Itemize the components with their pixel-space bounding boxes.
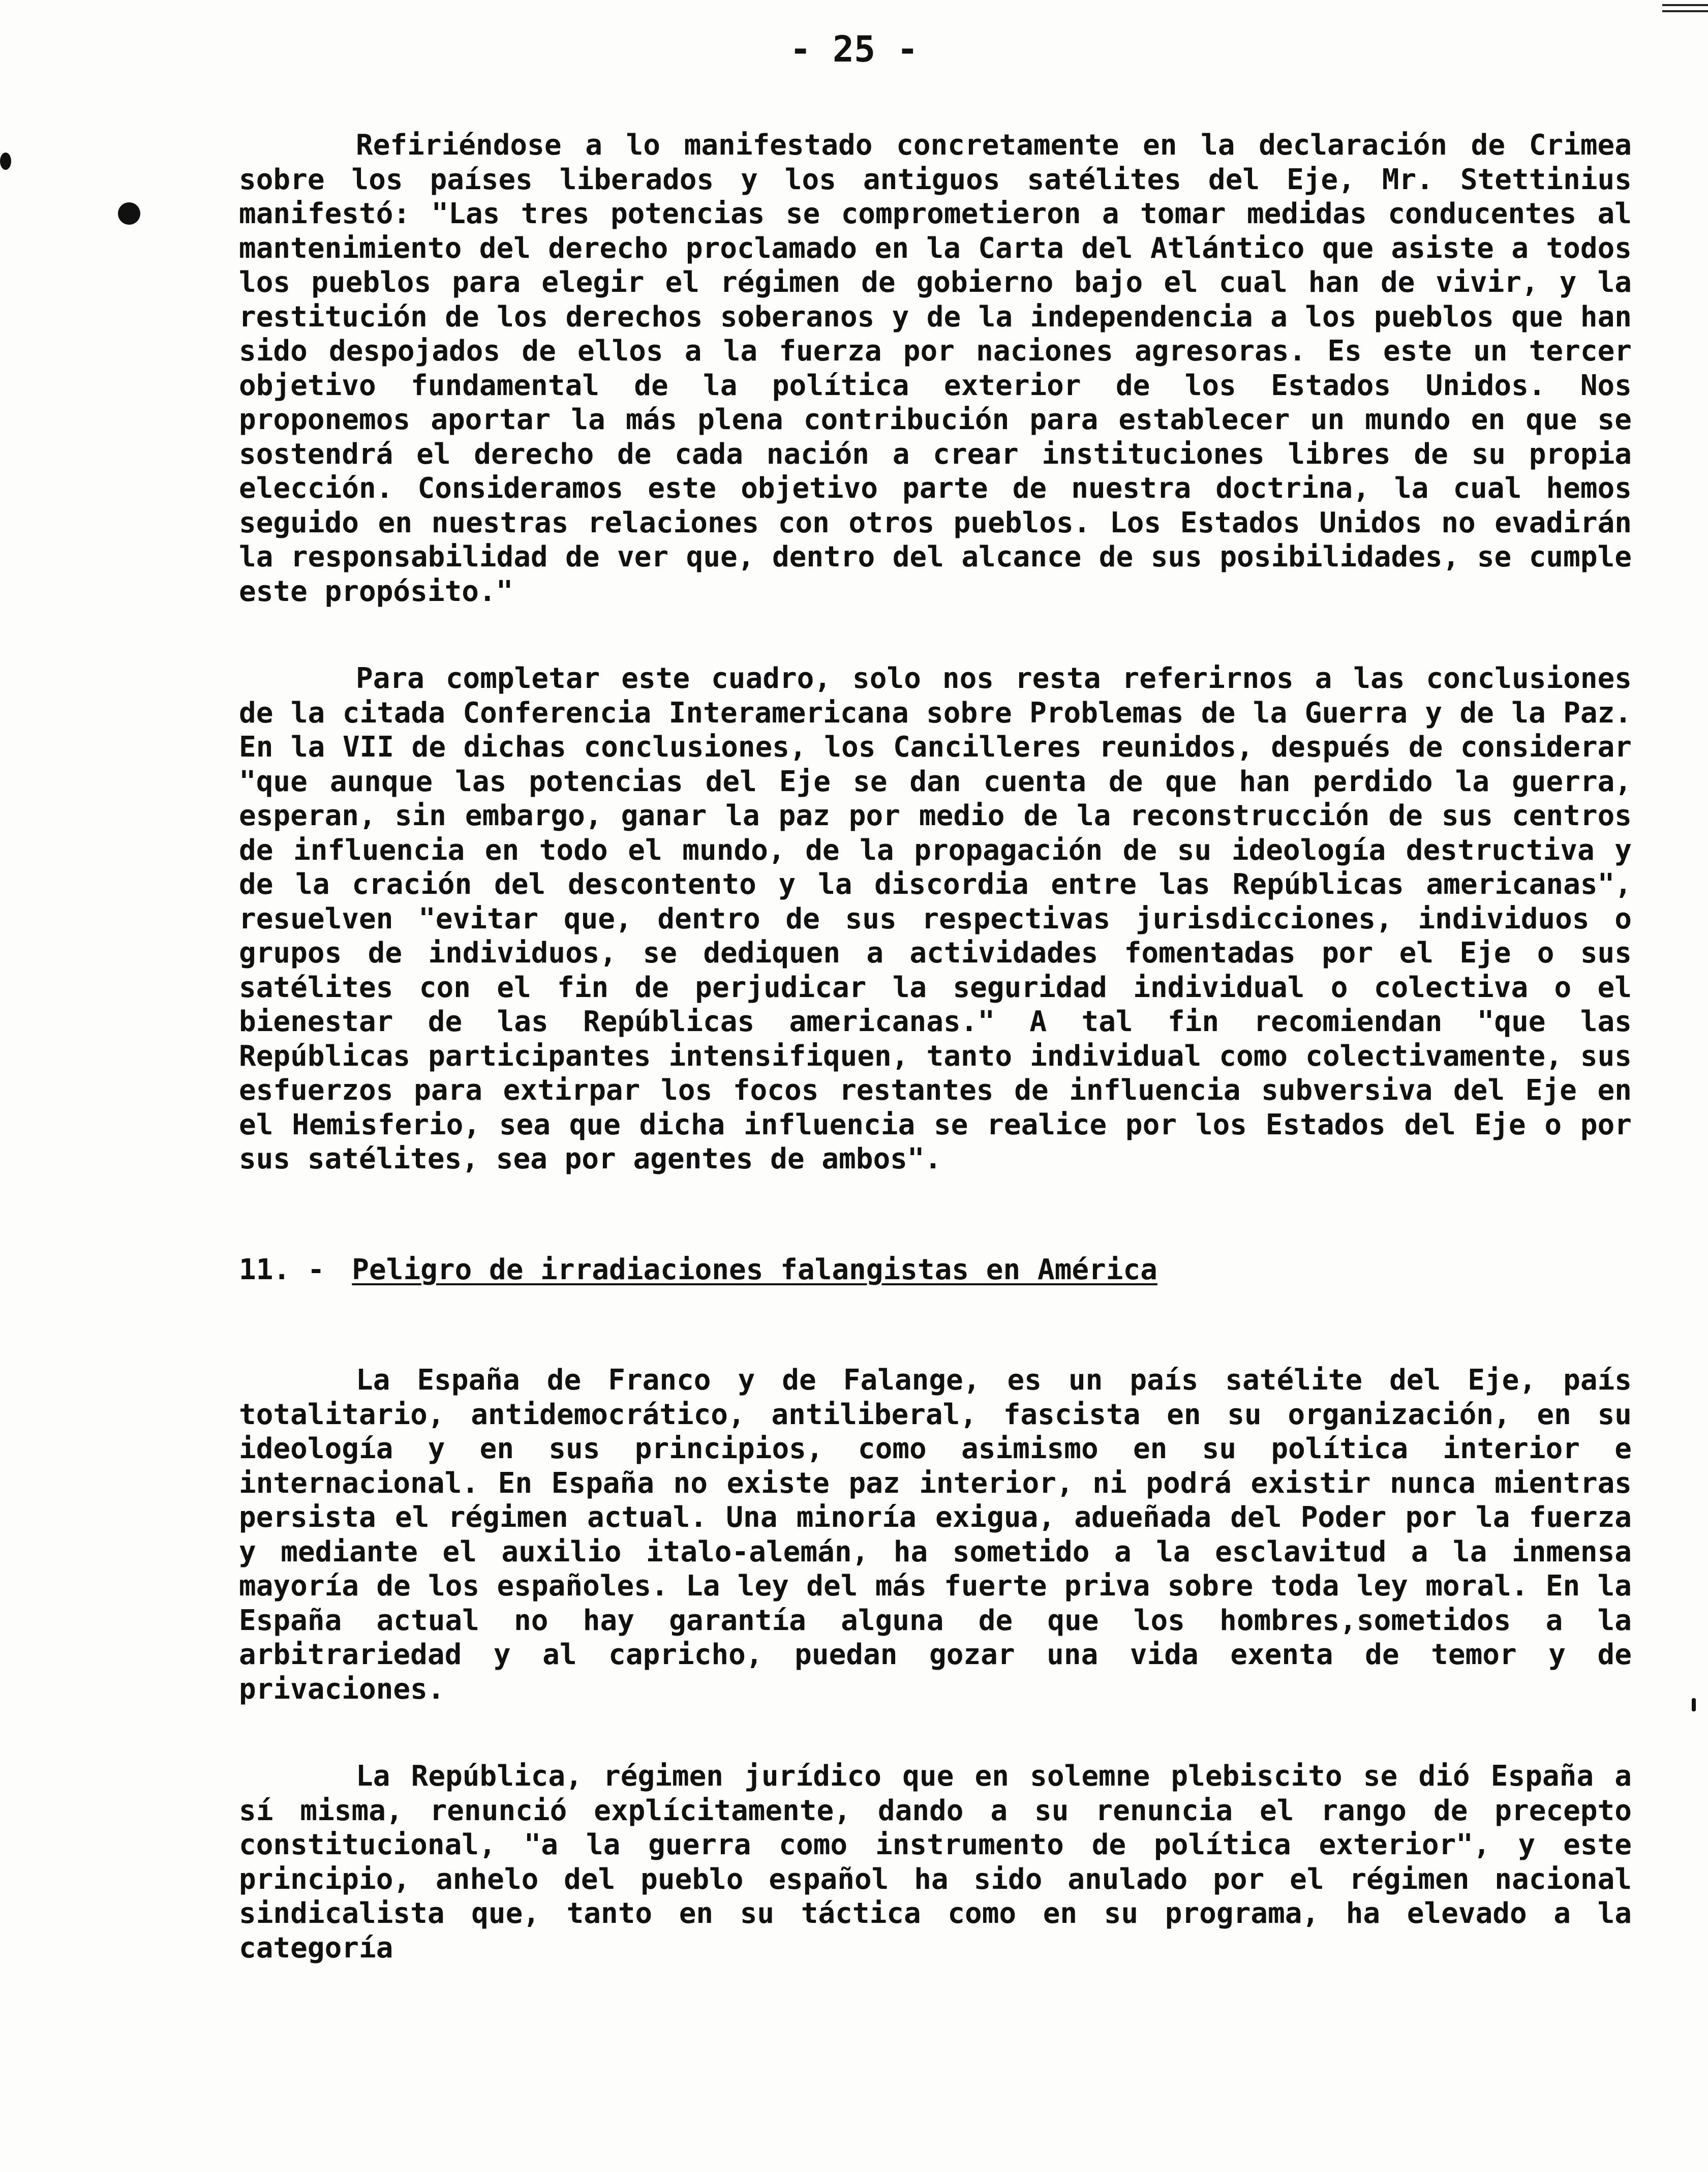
scan-edge-marks	[1662, 0, 1708, 20]
ink-blot	[118, 202, 140, 225]
paragraph-stettinius-quote: Refiriéndose a lo manifestado concretamente en la declaración de Crimea sobre los países liberados y los antiguos satélites del Eje, Mr. Stettinius manifestó: "Las tres potencias se comprometieron a tomar medidas conducentes al mantenimiento del derecho proclamado en la Carta del Atlántico que asiste a todos los pueblos para elegir el régimen de gobierno bajo el cual han de vivir, y la restitución de los derechos soberanos y de la independencia a los pueblos que han sido despojados de ellos a la fuerza por naciones agresoras. Es este un tercer objetivo fundamental de la política exterior de los Estados Unidos. Nos proponemos aportar la más plena contribución para establecer un mundo en que se sostendrá el derecho de cada nación a crear instituciones libres de su propia elección. Consideramos este objetivo parte de nuestra doctrina, la cual hemos seguido en nuestras relaciones con otros pueblos. Los Estados Unidos no evadirán la responsabilidad de ver que, dentro del alcance de sus posibilidades, se cumple este propósito."	[239, 129, 1632, 608]
ink-mark	[1692, 1698, 1696, 1711]
scan-edge-line	[1662, 10, 1708, 12]
section-heading	[239, 1253, 1632, 1287]
page-number: - 25 -	[789, 28, 919, 70]
scan-edge-line	[1662, 4, 1708, 6]
section-title: Peligro de irradiaciones falangistas en América	[352, 1253, 1157, 1286]
ink-blot	[0, 153, 11, 170]
paragraph-espana-franco: La España de Franco y de Falange, es un país satélite del Eje, país totalitario, antidemocrático, antiliberal, fascista en su organización, en su ideología y en sus principios, como asimismo en su política interior e internacional. En España no existe paz interior, ni podrá existir nunca mientras persista el régimen actual. Una minoría exigua, adueñada del Poder por la fuerza y mediante el auxilio italo-alemán, ha sometido a la esclavitud a la inmensa mayoría de los españoles. La ley del más fuerte priva sobre toda ley moral. En la España actual no hay garantía alguna de que los hombres,sometidos a la arbitrariedad y al capricho, puedan gozar una vida exenta de temor y de privaciones.	[239, 1364, 1632, 1706]
section-number: 11. -	[239, 1253, 325, 1286]
document-body	[239, 128, 1632, 1965]
paragraph-republica: La República, régimen jurídico que en solemne plebiscito se dió España a sí misma, renunció explícitamente, dando a su renuncia el rango de precepto constitucional, "a la guerra como instrumento de política exterior", y este principio, anhelo del pueblo español ha sido anulado por el régimen nacional sindicalista que, tanto en su táctica como en su programa, ha elevado a la categoría	[239, 1760, 1632, 1965]
paragraph-conferencia-interamericana: Para completar este cuadro, solo nos resta referirnos a las conclusiones de la citada Conferencia Interamericana sobre Problemas de la Guerra y de la Paz. En la VII de dichas conclusiones, los Cancilleres reunidos, después de considerar "que aunque las potencias del Eje se dan cuenta de que han perdido la guerra, esperan, sin embargo, ganar la paz por medio de la reconstrucción de sus centros de influencia en todo el mundo, de la propagación de su ideología destructiva y de la cración del descontento y la discordia entre las Repúblicas americanas", resuelven "evitar que, dentro de sus respectivas jurisdicciones, individuos o grupos de individuos, se dediquen a actividades fomentadas por el Eje o sus satélites con el fin de perjudicar la seguridad individual o colectiva o el bienestar de las Repúblicas americanas." A tal fin recomiendan "que las Repúblicas participantes intensifiquen, tanto individual como colectivamente, sus esfuerzos para extirpar los focos restantes de influencia subversiva del Eje en el Hemisferio, sea que dicha influencia se realice por los Estados del Eje o por sus satélites, sea por agentes de ambos".	[239, 662, 1632, 1175]
